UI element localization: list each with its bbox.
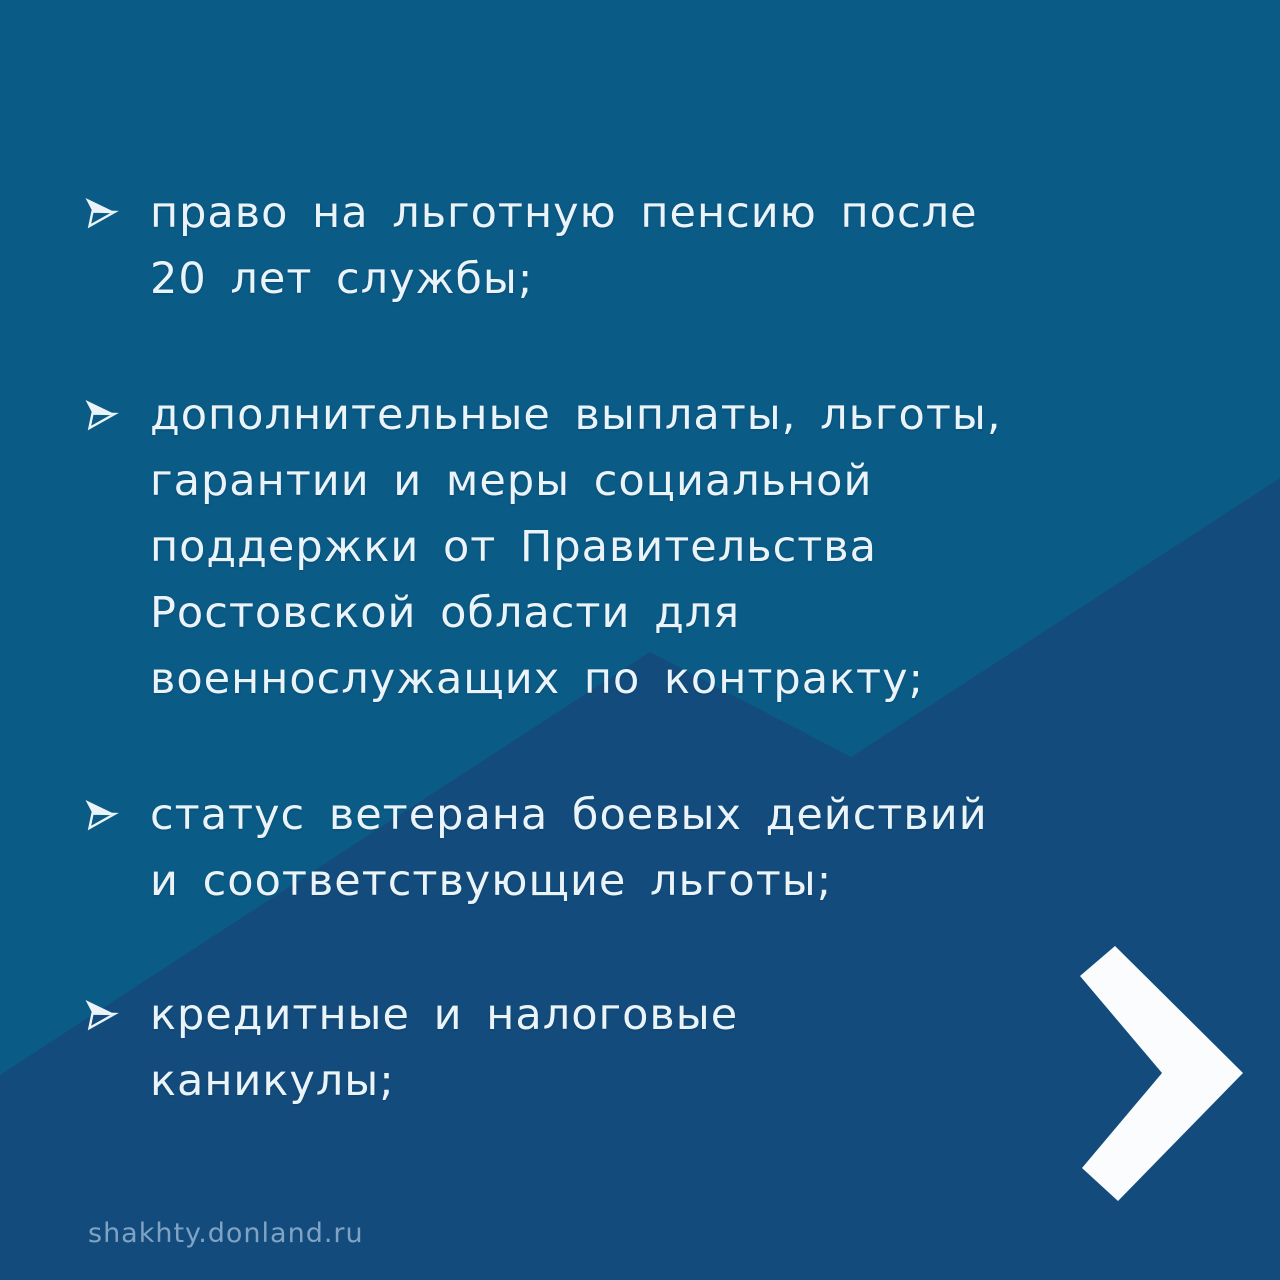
bullet-text-line: право на льготную пенсию после [150, 188, 978, 238]
bullet-item [82, 180, 1216, 312]
bullet-text-line: статус ветерана боевых действий [150, 790, 988, 840]
arrowhead-bullet-icon [82, 997, 119, 1031]
bullet-text [150, 382, 1216, 712]
bullet-text-line: гарантии и меры социальной [150, 456, 873, 506]
arrowhead-bullet-icon [82, 397, 119, 431]
bullet-text-line: 20 лет службы; [150, 254, 534, 304]
bullet-text-line: Ростовской области для [150, 588, 741, 638]
bullet-item [82, 382, 1216, 712]
bullet-text [150, 982, 1216, 1114]
bullet-item [82, 982, 1216, 1114]
bullet-text-line: каникулы; [150, 1056, 395, 1106]
arrowhead-bullet-icon [82, 195, 119, 229]
bullet-text-line: дополнительные выплаты, льготы, [150, 390, 1002, 440]
bullet-text [150, 180, 1216, 312]
bullet-text [150, 782, 1216, 914]
bullet-text-line: поддержки от Правительства [150, 522, 877, 572]
bullet-text-line: военнослужащих по контракту; [150, 654, 924, 704]
arrowhead-bullet-icon [82, 797, 119, 831]
bullet-text-line: кредитные и налоговые [150, 990, 739, 1040]
bullet-text-line: и соответствующие льготы; [150, 856, 833, 906]
watermark-url: shakhty.donland.ru [88, 1218, 364, 1249]
bullet-item [82, 782, 1216, 914]
